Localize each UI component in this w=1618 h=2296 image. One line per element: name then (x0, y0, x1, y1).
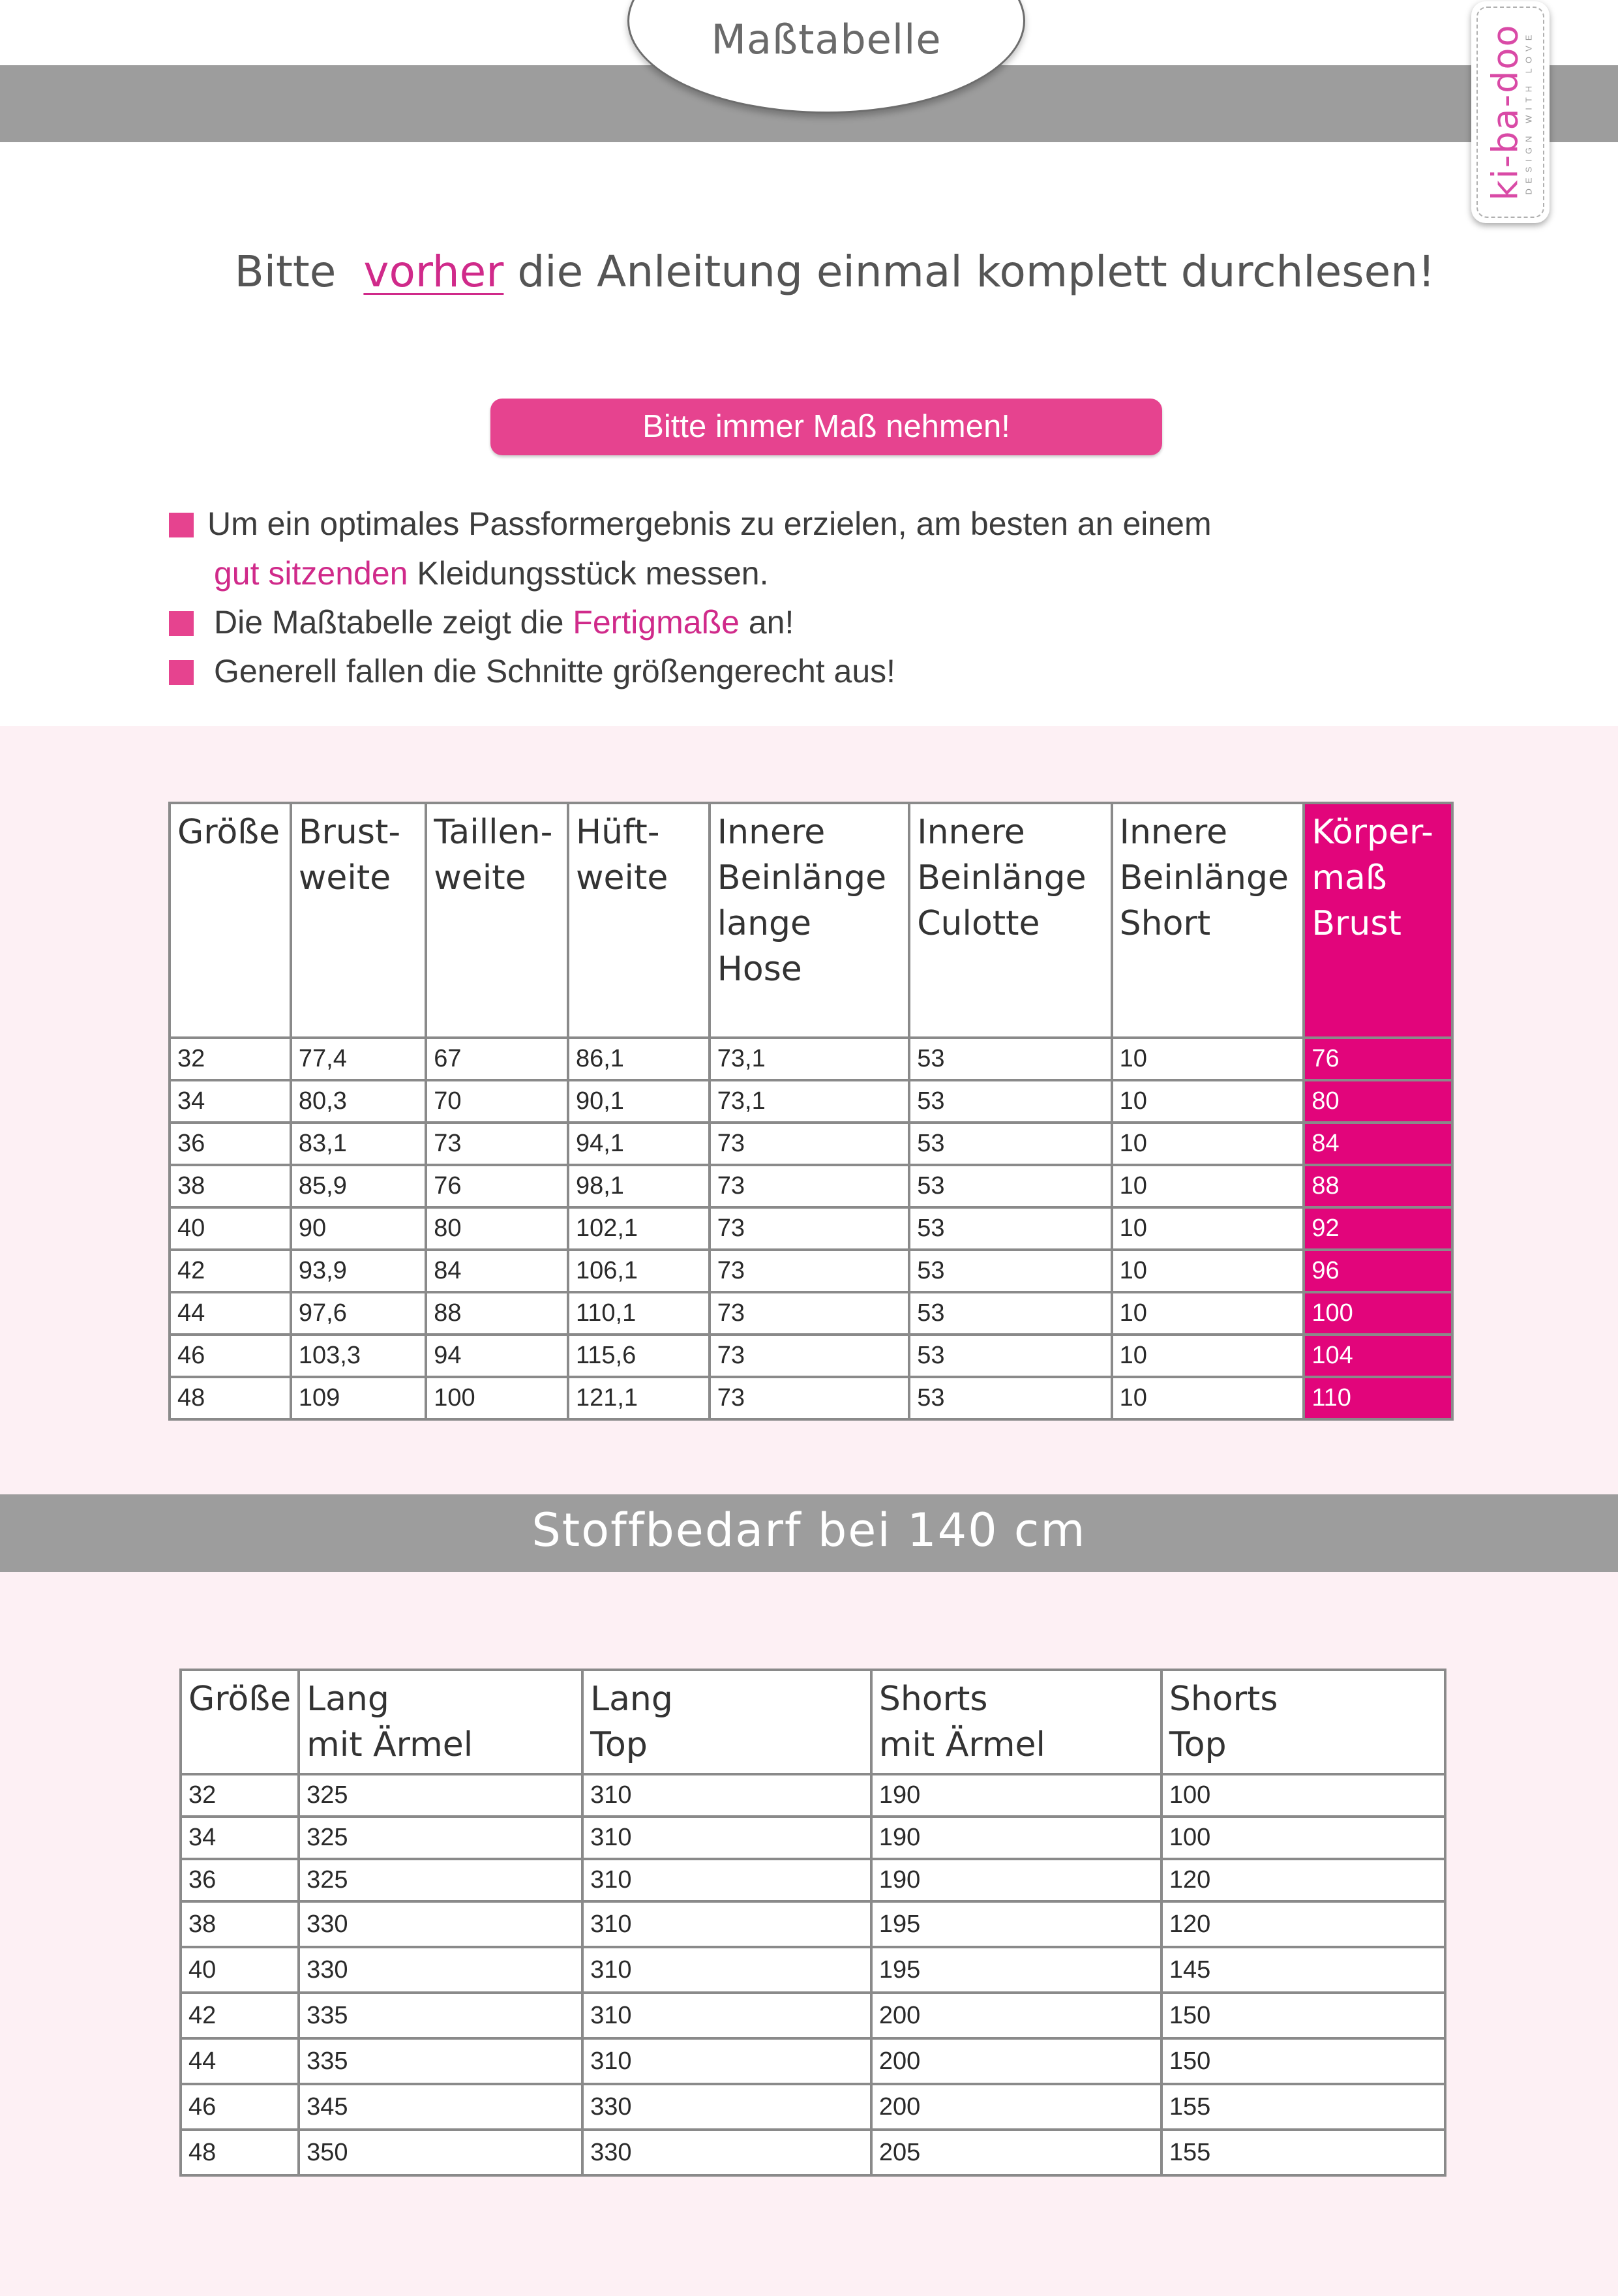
intro-text (0, 247, 1618, 297)
table-cell: 90 (291, 1207, 426, 1250)
column-header-line: Brust- (298, 813, 401, 852)
table-cell: 10 (1112, 1292, 1304, 1335)
table-cell: 38 (170, 1165, 291, 1207)
table-row (170, 1377, 1452, 1419)
table-row (181, 1993, 1445, 2038)
table-cell: 77,4 (291, 1038, 426, 1080)
bullet-1-line-1: Um ein optimales Passformergebnis zu erzielen, am besten an einem (207, 506, 1212, 542)
table-cell: 310 (582, 1774, 871, 1817)
column-header (871, 1670, 1161, 1774)
column-header-line: Lang (590, 1680, 673, 1719)
table-cell: 34 (181, 1817, 299, 1859)
column-header-line: maß (1311, 858, 1387, 898)
column-header (170, 803, 291, 1038)
table-cell: 80 (1304, 1080, 1452, 1123)
column-header-line: Short (1119, 904, 1211, 943)
column-header (582, 1670, 871, 1774)
table-cell: 88 (1304, 1165, 1452, 1207)
fabric-title: Stoffbedarf bei 140 cm (532, 1503, 1086, 1557)
table-cell: 335 (299, 1993, 582, 2038)
column-header (710, 803, 909, 1038)
table-cell: 73 (426, 1123, 568, 1165)
column-header (1161, 1670, 1445, 1774)
table-cell: 195 (871, 1901, 1161, 1947)
table-cell: 73 (710, 1207, 909, 1250)
table-cell: 350 (299, 2130, 582, 2175)
table-row (181, 1774, 1445, 1817)
table-cell: 73 (710, 1292, 909, 1335)
table-cell: 40 (170, 1207, 291, 1250)
table-cell: 53 (909, 1123, 1111, 1165)
table-row (181, 2038, 1445, 2084)
table-cell: 80,3 (291, 1080, 426, 1123)
table-cell: 100 (1161, 1817, 1445, 1859)
bullet-square (169, 660, 194, 685)
table-cell: 73,1 (710, 1038, 909, 1080)
notice-badge: Bitte immer Maß nehmen! (490, 399, 1162, 455)
column-header-line: lange (717, 904, 812, 943)
column-header (181, 1670, 299, 1774)
table-cell: 155 (1161, 2084, 1445, 2130)
table-cell: 190 (871, 1774, 1161, 1817)
table-row (170, 1080, 1452, 1123)
table-row (181, 1901, 1445, 1947)
table-row (170, 1335, 1452, 1377)
column-header-line: Größe (188, 1680, 292, 1719)
table-row (181, 1947, 1445, 1993)
table-row (170, 1165, 1452, 1207)
table-cell: 310 (582, 1817, 871, 1859)
table-cell: 88 (426, 1292, 568, 1335)
bullet-1-rest: Kleidungsstück messen. (417, 555, 769, 592)
table-cell: 100 (426, 1377, 568, 1419)
table-cell: 36 (170, 1123, 291, 1165)
bullet-2-pre: Die Maßtabelle zeigt die (214, 604, 564, 641)
column-header (909, 803, 1111, 1038)
table-cell: 325 (299, 1774, 582, 1817)
table-cell: 10 (1112, 1038, 1304, 1080)
table-cell: 104 (1304, 1335, 1452, 1377)
table-cell: 97,6 (291, 1292, 426, 1335)
table-cell: 44 (170, 1292, 291, 1335)
table-cell: 98,1 (568, 1165, 710, 1207)
table-cell: 325 (299, 1859, 582, 1901)
table-row (170, 1292, 1452, 1335)
table-row (181, 2130, 1445, 2175)
brand-logo (1484, 23, 1534, 201)
table-cell: 53 (909, 1038, 1111, 1080)
table-cell: 145 (1161, 1947, 1445, 1993)
intro-before: Bitte (234, 247, 337, 297)
table-cell: 86,1 (568, 1038, 710, 1080)
table-cell: 120 (1161, 1859, 1445, 1901)
table-cell: 85,9 (291, 1165, 426, 1207)
column-header-line: Hose (717, 950, 802, 989)
table-cell: 73 (710, 1123, 909, 1165)
table-cell: 200 (871, 2084, 1161, 2130)
bullet-2-highlight: Fertigmaße (573, 604, 740, 641)
column-header-line: Shorts (878, 1680, 988, 1719)
brand-logo-tag (1471, 1, 1550, 223)
table-cell: 330 (582, 2084, 871, 2130)
column-header-line: Top (590, 1725, 648, 1764)
column-header (568, 803, 710, 1038)
column-header (1304, 803, 1452, 1038)
table-cell: 32 (181, 1774, 299, 1817)
table-cell: 46 (170, 1335, 291, 1377)
table-row (170, 1123, 1452, 1165)
table-cell: 73 (710, 1165, 909, 1207)
table-cell: 94 (426, 1335, 568, 1377)
table-row (181, 1817, 1445, 1859)
column-header (299, 1670, 582, 1774)
table-cell: 34 (170, 1080, 291, 1123)
table-cell: 335 (299, 2038, 582, 2084)
column-header-line: weite (575, 858, 668, 898)
table-cell: 48 (170, 1377, 291, 1419)
table-cell: 84 (1304, 1123, 1452, 1165)
table-cell: 53 (909, 1377, 1111, 1419)
column-header-line: Top (1169, 1725, 1227, 1764)
table-cell: 70 (426, 1080, 568, 1123)
table-cell: 76 (426, 1165, 568, 1207)
fabric-table (179, 1669, 1446, 2177)
table-cell: 100 (1161, 1774, 1445, 1817)
intro-after: die Anleitung einmal komplett durchlesen! (517, 247, 1435, 297)
logo-wordmark: ki-ba-doo (1484, 23, 1526, 201)
table-cell: 115,6 (568, 1335, 710, 1377)
header-row (170, 803, 1452, 1038)
bullet-square (169, 513, 194, 537)
table-cell: 10 (1112, 1123, 1304, 1165)
column-header-line: Culotte (917, 904, 1040, 943)
table-cell: 73,1 (710, 1080, 909, 1123)
table-cell: 155 (1161, 2130, 1445, 2175)
table-cell: 53 (909, 1165, 1111, 1207)
column-header-line: mit Ärmel (307, 1725, 473, 1764)
table-cell: 42 (181, 1993, 299, 2038)
table-cell: 46 (181, 2084, 299, 2130)
table-cell: 121,1 (568, 1377, 710, 1419)
bullet-2-post: an! (748, 604, 794, 641)
table-cell: 53 (909, 1335, 1111, 1377)
table-cell: 73 (710, 1250, 909, 1292)
table-cell: 190 (871, 1817, 1161, 1859)
table-cell: 10 (1112, 1207, 1304, 1250)
table-cell: 195 (871, 1947, 1161, 1993)
table-cell: 96 (1304, 1250, 1452, 1292)
table-cell: 48 (181, 2130, 299, 2175)
table-cell: 53 (909, 1207, 1111, 1250)
column-header-line: Lang (307, 1680, 389, 1719)
column-header-line: Innere (917, 813, 1025, 852)
table-cell: 110 (1304, 1377, 1452, 1419)
table-cell: 200 (871, 2038, 1161, 2084)
table-cell: 32 (170, 1038, 291, 1080)
table-cell: 190 (871, 1859, 1161, 1901)
column-header-line: Brust (1311, 904, 1401, 943)
table-cell: 10 (1112, 1165, 1304, 1207)
table-cell: 100 (1304, 1292, 1452, 1335)
table-cell: 10 (1112, 1377, 1304, 1419)
table-row (181, 1859, 1445, 1901)
table-cell: 310 (582, 1859, 871, 1901)
column-header-line: Innere (1119, 813, 1228, 852)
table-cell: 38 (181, 1901, 299, 1947)
table-cell: 10 (1112, 1080, 1304, 1123)
bullet-1-line-2 (214, 549, 769, 598)
table-cell: 330 (299, 1901, 582, 1947)
page-title: Maßtabelle (711, 16, 942, 63)
column-header-line: Beinlänge (1119, 858, 1289, 898)
table-cell: 330 (582, 2130, 871, 2175)
intro-emphasis: vorher (363, 247, 504, 297)
column-header-line: weite (298, 858, 391, 898)
table-cell: 10 (1112, 1250, 1304, 1292)
table-cell: 80 (426, 1207, 568, 1250)
column-header-line: Körper- (1311, 813, 1433, 852)
table-cell: 150 (1161, 2038, 1445, 2084)
column-header-line: mit Ärmel (878, 1725, 1045, 1764)
table-cell: 94,1 (568, 1123, 710, 1165)
table-cell: 36 (181, 1859, 299, 1901)
column-header-line: Beinlänge (917, 858, 1086, 898)
column-header-line: Taillen- (434, 813, 553, 852)
bullet-2 (214, 597, 794, 647)
table-row (181, 2084, 1445, 2130)
column-header-line: Hüft- (575, 813, 660, 852)
table-cell: 103,3 (291, 1335, 426, 1377)
column-header-line: Innere (717, 813, 826, 852)
table-row (170, 1038, 1452, 1080)
table-cell: 67 (426, 1038, 568, 1080)
table-cell: 10 (1112, 1335, 1304, 1377)
column-header-line: Beinlänge (717, 858, 887, 898)
table-cell: 42 (170, 1250, 291, 1292)
table-row (170, 1207, 1452, 1250)
column-header-line: weite (434, 858, 526, 898)
table-cell: 109 (291, 1377, 426, 1419)
table-cell: 110,1 (568, 1292, 710, 1335)
table-cell: 84 (426, 1250, 568, 1292)
column-header-line: Shorts (1169, 1680, 1278, 1719)
table-cell: 310 (582, 1993, 871, 2038)
table-cell: 325 (299, 1817, 582, 1859)
column-header (1112, 803, 1304, 1038)
table-cell: 106,1 (568, 1250, 710, 1292)
table-cell: 205 (871, 2130, 1161, 2175)
table-cell: 90,1 (568, 1080, 710, 1123)
size-table (168, 802, 1454, 1421)
table-cell: 40 (181, 1947, 299, 1993)
bullet-square (169, 611, 194, 636)
column-header (426, 803, 568, 1038)
table-cell: 92 (1304, 1207, 1452, 1250)
column-header (291, 803, 426, 1038)
bullet-3: Generell fallen die Schnitte größengerecht aus! (214, 653, 896, 689)
table-cell: 76 (1304, 1038, 1452, 1080)
table-cell: 120 (1161, 1901, 1445, 1947)
table-cell: 53 (909, 1080, 1111, 1123)
table-cell: 44 (181, 2038, 299, 2084)
bullet-1-highlight: gut sitzenden (214, 555, 408, 592)
table-cell: 53 (909, 1292, 1111, 1335)
table-cell: 102,1 (568, 1207, 710, 1250)
table-cell: 83,1 (291, 1123, 426, 1165)
table-cell: 345 (299, 2084, 582, 2130)
table-cell: 310 (582, 2038, 871, 2084)
column-header-line: Größe (177, 813, 280, 852)
header-row (181, 1670, 1445, 1774)
logo-tagline: DESIGN WITH LOVE (1523, 29, 1534, 195)
table-cell: 150 (1161, 1993, 1445, 2038)
table-cell: 200 (871, 1993, 1161, 2038)
table-cell: 330 (299, 1947, 582, 1993)
table-cell: 73 (710, 1377, 909, 1419)
table-cell: 53 (909, 1250, 1111, 1292)
table-cell: 310 (582, 1901, 871, 1947)
table-cell: 73 (710, 1335, 909, 1377)
table-cell: 310 (582, 1947, 871, 1993)
table-cell: 93,9 (291, 1250, 426, 1292)
table-row (170, 1250, 1452, 1292)
